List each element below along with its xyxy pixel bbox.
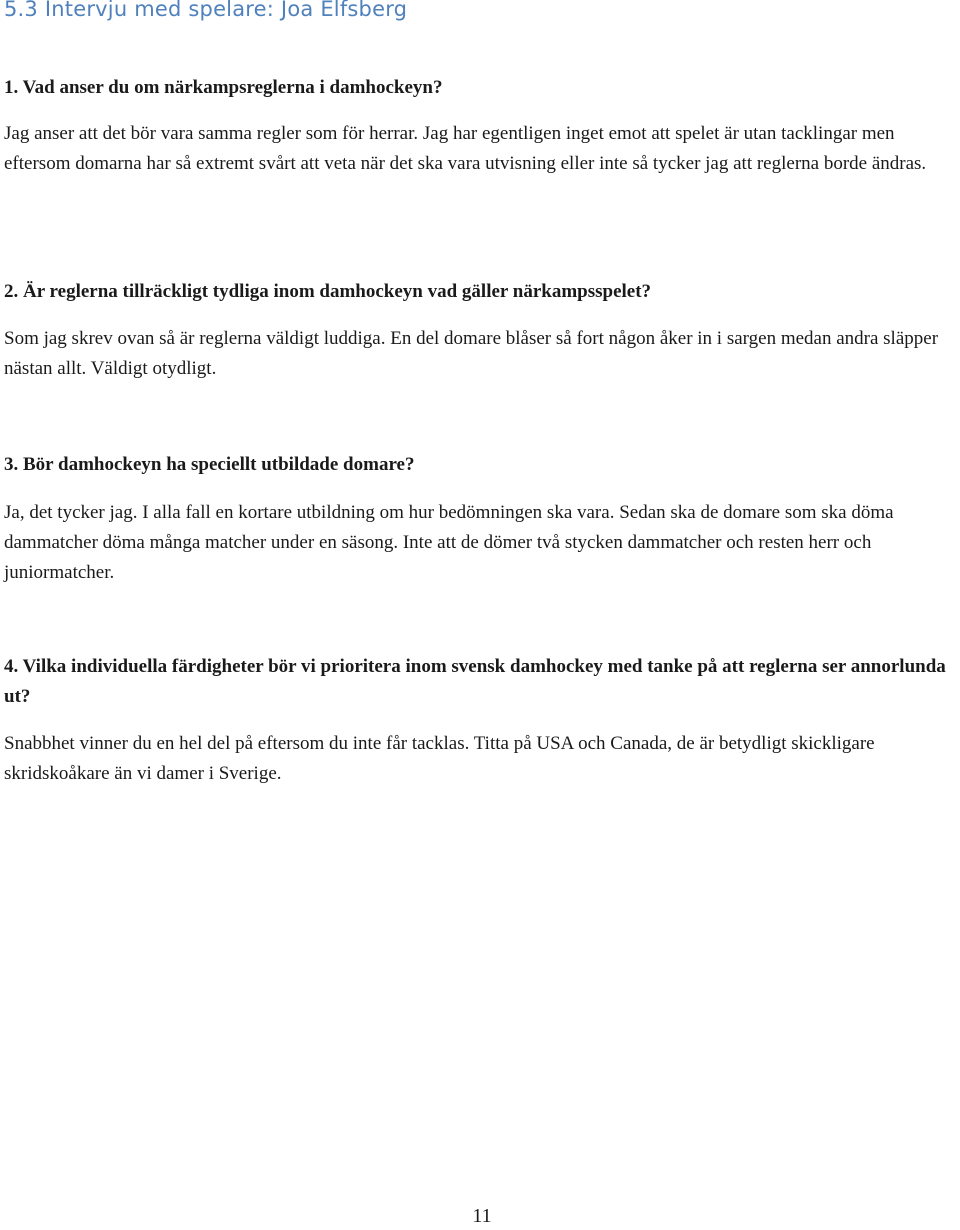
section-heading: 5.3 Intervju med spelare: Joa Elfsberg xyxy=(4,0,408,21)
interview-item xyxy=(4,277,956,384)
interview-item xyxy=(4,652,956,789)
page-number: 11 xyxy=(472,1205,492,1227)
interview-item xyxy=(4,450,956,588)
interview-answer: Jag anser att det bör vara samma regler som för herrar. Jag har egentligen inget emot att spelet är utan tacklingar men eftersom domarna har så extremt svårt att veta när det ska vara utvisning eller inte så tycker jag att reglerna borde ändras. xyxy=(4,123,927,174)
interview-question: 1. Vad anser du om närkampsreglerna i damhockeyn? xyxy=(4,77,443,98)
interview-item xyxy=(4,73,956,179)
interview-question: 2. Är reglerna tillräckligt tydliga inom damhockeyn vad gäller närkampsspelet? xyxy=(4,281,652,302)
interview-answer: Som jag skrev ovan så är reglerna väldigt luddiga. En del domare blåser så fort någon åker in i sargen medan andra släpper nästan allt. Väldigt otydligt. xyxy=(4,328,939,379)
interview-answer: Ja, det tycker jag. I alla fall en kortare utbildning om hur bedömningen ska vara. Sedan ska de domare som ska döma dammatcher döma många matcher under en säsong. Inte att de dömer två stycken dammatcher och resten herr och juniormatcher. xyxy=(4,502,894,583)
interview-answer: Snabbhet vinner du en hel del på eftersom du inte får tacklas. Titta på USA och Canada, de är betydligt skickligare skridskoåkare än vi damer i Sverige. xyxy=(4,733,875,784)
interview-question: 4. Vilka individuella färdigheter bör vi prioritera inom svensk damhockey med tanke på att reglerna ser annorlunda ut? xyxy=(4,656,946,707)
interview-question: 3. Bör damhockeyn ha speciellt utbildade domare? xyxy=(4,454,415,475)
